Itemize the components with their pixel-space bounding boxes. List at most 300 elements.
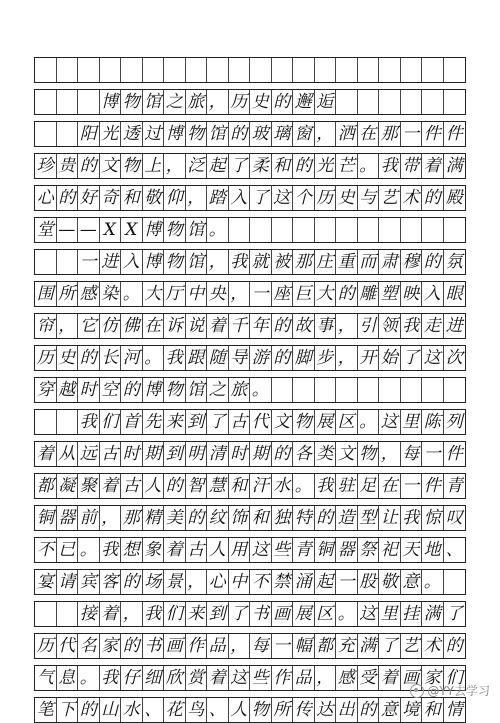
grid-cell: 我 bbox=[379, 154, 401, 178]
grid-cell: 人 bbox=[143, 474, 165, 498]
grid-cell: 特 bbox=[293, 506, 315, 530]
grid-cell: 物 bbox=[164, 218, 186, 242]
grid-cell: 空 bbox=[100, 378, 122, 402]
grid-cell: 起 bbox=[207, 154, 229, 178]
grid-cell: 纹 bbox=[207, 506, 229, 530]
grid-cell: 我 bbox=[164, 346, 186, 370]
grid-cell: 馆 bbox=[186, 250, 208, 274]
grid-cell: 。 bbox=[336, 602, 358, 626]
grid-cell: 慧 bbox=[207, 474, 229, 498]
grid-cell bbox=[78, 58, 100, 82]
grid-cell: 各 bbox=[293, 442, 315, 466]
grid-cell: 、 bbox=[143, 698, 165, 722]
grid-cell: 细 bbox=[143, 666, 165, 690]
grid-cell: 铜 bbox=[315, 538, 337, 562]
grid-cell: 的 bbox=[422, 186, 444, 210]
grid-cell: 先 bbox=[143, 410, 165, 434]
grid-cell: 汗 bbox=[250, 474, 272, 498]
grid-cell: 博 bbox=[143, 218, 165, 242]
grid-cell: 件 bbox=[445, 123, 463, 144]
grid-row bbox=[34, 121, 466, 147]
grid-cell: 仔 bbox=[121, 666, 143, 690]
grid-cell: ， bbox=[229, 282, 251, 306]
grid-cell: 璃 bbox=[272, 122, 294, 146]
grid-cell: 一 bbox=[401, 122, 423, 146]
grid-cell: ， bbox=[57, 314, 79, 338]
grid-cell: 物 bbox=[164, 378, 186, 402]
grid-cell: 满 bbox=[445, 155, 463, 176]
grid-cell: 清 bbox=[207, 442, 229, 466]
grid-cell: ， bbox=[336, 314, 358, 338]
grid-cell: 画 bbox=[272, 602, 294, 626]
grid-row bbox=[34, 249, 466, 275]
grid-cell: 氛 bbox=[445, 251, 463, 272]
grid-cell bbox=[272, 218, 294, 242]
grid-cell: 都 bbox=[315, 634, 337, 658]
grid-cell: 的 bbox=[78, 346, 100, 370]
grid-cell: 期 bbox=[143, 442, 165, 466]
grid-cell bbox=[336, 58, 358, 82]
grid-cell bbox=[293, 58, 315, 82]
grid-cell: 精 bbox=[143, 506, 165, 530]
grid-cell bbox=[379, 90, 401, 114]
grid-cell: 座 bbox=[272, 282, 294, 306]
grid-cell: 、 bbox=[207, 698, 229, 722]
grid-cell: 了 bbox=[379, 634, 401, 658]
grid-cell: 地 bbox=[422, 538, 444, 562]
grid-cell: 这 bbox=[422, 346, 444, 370]
grid-cell: 来 bbox=[164, 410, 186, 434]
grid-cell: 们 bbox=[100, 410, 122, 434]
grid-cell: ， bbox=[315, 666, 337, 690]
grid-cell: 带 bbox=[401, 154, 423, 178]
grid-cell: 与 bbox=[358, 186, 380, 210]
grid-cell: 和 bbox=[229, 474, 251, 498]
grid-cell: 的 bbox=[121, 570, 143, 594]
grid-cell: 远 bbox=[78, 442, 100, 466]
watermark-text: @YY去学习 bbox=[427, 684, 490, 698]
grid-cell: 智 bbox=[186, 474, 208, 498]
grid-cell: 跟 bbox=[186, 346, 208, 370]
grid-cell: 、 bbox=[445, 539, 463, 560]
grid-cell: 件 bbox=[445, 443, 463, 464]
grid-cell: 息 bbox=[57, 666, 79, 690]
grid-cell: 都 bbox=[35, 474, 57, 498]
grid-cell: 每 bbox=[250, 634, 272, 658]
grid-cell: 艺 bbox=[401, 634, 423, 658]
grid-cell: 到 bbox=[164, 442, 186, 466]
grid-cell: 聚 bbox=[78, 474, 100, 498]
grid-cell: 家 bbox=[100, 634, 122, 658]
watermark-logo-icon bbox=[410, 684, 424, 698]
grid-cell: 。 bbox=[78, 538, 100, 562]
grid-cell bbox=[78, 90, 100, 114]
grid-cell: ， bbox=[186, 570, 208, 594]
grid-cell bbox=[444, 378, 466, 402]
grid-cell bbox=[57, 122, 79, 146]
grid-cell: 情 bbox=[445, 699, 463, 720]
grid-row bbox=[34, 217, 466, 243]
grid-cell: 足 bbox=[358, 474, 380, 498]
grid-cell: 着 bbox=[100, 474, 122, 498]
grid-row bbox=[34, 537, 466, 563]
grid-cell: 心 bbox=[207, 570, 229, 594]
grid-cell: 器 bbox=[336, 538, 358, 562]
grid-cell: 凝 bbox=[57, 474, 79, 498]
grid-row bbox=[34, 473, 466, 499]
grid-cell: 们 bbox=[445, 667, 463, 688]
grid-cell: 帘 bbox=[35, 314, 57, 338]
grid-cell: 。 bbox=[250, 378, 272, 402]
grid-row bbox=[34, 697, 466, 723]
grid-cell: 中 bbox=[229, 570, 251, 594]
grid-cell: 花 bbox=[164, 698, 186, 722]
grid-cell: 物 bbox=[121, 90, 143, 114]
grid-cell: 博 bbox=[164, 122, 186, 146]
grid-cell: 文 bbox=[336, 442, 358, 466]
grid-cell: 人 bbox=[229, 698, 251, 722]
grid-cell: 鸟 bbox=[186, 698, 208, 722]
grid-cell bbox=[250, 218, 272, 242]
grid-cell: 型 bbox=[358, 506, 380, 530]
grid-cell bbox=[35, 602, 57, 626]
grid-cell: 到 bbox=[186, 410, 208, 434]
grid-cell bbox=[422, 58, 444, 82]
grid-cell: 领 bbox=[379, 314, 401, 338]
grid-cell: 象 bbox=[143, 538, 165, 562]
grid-cell: 接 bbox=[78, 602, 100, 626]
grid-row bbox=[34, 345, 466, 371]
essay-grid-sheet bbox=[34, 57, 466, 720]
grid-cell: 意 bbox=[401, 570, 423, 594]
grid-row bbox=[34, 57, 466, 83]
grid-row bbox=[34, 89, 466, 115]
grid-cell: 不 bbox=[35, 538, 57, 562]
grid-cell: 我 bbox=[401, 314, 423, 338]
grid-row bbox=[34, 281, 466, 307]
grid-cell: ， bbox=[164, 154, 186, 178]
grid-cell: 进 bbox=[100, 250, 122, 274]
grid-cell: 说 bbox=[186, 314, 208, 338]
grid-cell: 山 bbox=[100, 698, 122, 722]
grid-row bbox=[34, 441, 466, 467]
grid-cell bbox=[444, 58, 466, 82]
grid-cell: 珍 bbox=[35, 154, 57, 178]
grid-cell: 上 bbox=[143, 154, 165, 178]
grid-cell bbox=[229, 58, 251, 82]
grid-cell: 馆 bbox=[207, 122, 229, 146]
grid-cell: 不 bbox=[250, 570, 272, 594]
grid-cell: 物 bbox=[121, 154, 143, 178]
grid-cell: 已 bbox=[57, 538, 79, 562]
grid-cell: 祀 bbox=[379, 538, 401, 562]
grid-cell: 在 bbox=[143, 314, 165, 338]
grid-cell bbox=[401, 90, 423, 114]
grid-cell: 着 bbox=[379, 666, 401, 690]
grid-cell: 史 bbox=[57, 346, 79, 370]
grid-cell: 在 bbox=[379, 474, 401, 498]
grid-cell: 重 bbox=[336, 250, 358, 274]
grid-cell: 欣 bbox=[164, 666, 186, 690]
grid-cell: 们 bbox=[164, 602, 186, 626]
grid-cell: 独 bbox=[272, 506, 294, 530]
grid-cell: 塑 bbox=[379, 282, 401, 306]
grid-cell: 涌 bbox=[293, 570, 315, 594]
grid-cell: 赏 bbox=[186, 666, 208, 690]
grid-cell: 的 bbox=[272, 442, 294, 466]
grid-cell: 文 bbox=[272, 410, 294, 434]
grid-cell: 过 bbox=[143, 122, 165, 146]
grid-cell: 些 bbox=[272, 538, 294, 562]
grid-cell bbox=[164, 58, 186, 82]
grid-cell: 被 bbox=[272, 250, 294, 274]
grid-cell: 和 bbox=[250, 506, 272, 530]
grid-cell bbox=[207, 58, 229, 82]
grid-cell: 博 bbox=[143, 250, 165, 274]
grid-cell: 时 bbox=[121, 442, 143, 466]
grid-cell: 着 bbox=[164, 538, 186, 562]
grid-cell bbox=[315, 378, 337, 402]
grid-cell bbox=[358, 90, 380, 114]
grid-cell: — bbox=[78, 218, 100, 242]
grid-cell: 造 bbox=[336, 506, 358, 530]
grid-cell: 所 bbox=[272, 698, 294, 722]
grid-cell: 我 bbox=[100, 666, 122, 690]
grid-cell: 了 bbox=[229, 602, 251, 626]
grid-cell: 芒 bbox=[336, 154, 358, 178]
grid-cell: 随 bbox=[207, 346, 229, 370]
grid-cell bbox=[272, 378, 294, 402]
grid-cell: 映 bbox=[401, 282, 423, 306]
grid-cell: 那 bbox=[121, 506, 143, 530]
grid-cell: X bbox=[121, 218, 143, 242]
grid-cell: 入 bbox=[121, 250, 143, 274]
grid-cell: 。 bbox=[358, 154, 380, 178]
grid-cell: 前 bbox=[78, 506, 100, 530]
grid-cell: 旅 bbox=[229, 378, 251, 402]
grid-cell: 开 bbox=[358, 346, 380, 370]
grid-cell: 类 bbox=[315, 442, 337, 466]
grid-cell: 千 bbox=[229, 314, 251, 338]
grid-cell: 雕 bbox=[358, 282, 380, 306]
grid-cell: ， bbox=[186, 186, 208, 210]
grid-row bbox=[34, 409, 466, 435]
grid-cell: 笔 bbox=[35, 698, 57, 722]
grid-cell: 的 bbox=[293, 154, 315, 178]
grid-cell: 客 bbox=[100, 570, 122, 594]
grid-row bbox=[34, 569, 466, 595]
grid-cell: 充 bbox=[336, 634, 358, 658]
grid-cell: 满 bbox=[422, 602, 444, 626]
grid-cell: 时 bbox=[78, 378, 100, 402]
grid-cell bbox=[272, 58, 294, 82]
grid-cell: 河 bbox=[121, 346, 143, 370]
grid-cell bbox=[315, 58, 337, 82]
grid-cell bbox=[293, 378, 315, 402]
grid-cell: 这 bbox=[250, 538, 272, 562]
grid-cell: 历 bbox=[35, 634, 57, 658]
grid-cell bbox=[57, 250, 79, 274]
grid-cell: 厅 bbox=[164, 282, 186, 306]
grid-cell: 想 bbox=[121, 538, 143, 562]
grid-cell: 。 bbox=[143, 346, 165, 370]
grid-cell bbox=[57, 58, 79, 82]
grid-cell: 从 bbox=[57, 442, 79, 466]
grid-cell: 让 bbox=[379, 506, 401, 530]
grid-cell: 而 bbox=[358, 250, 380, 274]
grid-cell: 代 bbox=[57, 634, 79, 658]
grid-cell: 满 bbox=[358, 634, 380, 658]
grid-cell: 洒 bbox=[336, 122, 358, 146]
grid-cell: 历 bbox=[315, 186, 337, 210]
grid-cell: 一 bbox=[78, 250, 100, 274]
grid-row bbox=[34, 377, 466, 403]
grid-cell: ， bbox=[207, 90, 229, 114]
grid-cell: 青 bbox=[445, 475, 463, 496]
grid-cell: 来 bbox=[186, 602, 208, 626]
grid-cell bbox=[35, 250, 57, 274]
grid-cell: 我 bbox=[78, 410, 100, 434]
grid-cell bbox=[422, 378, 444, 402]
grid-cell: 这 bbox=[358, 602, 380, 626]
grid-cell: 作 bbox=[272, 666, 294, 690]
grid-cell: 股 bbox=[358, 570, 380, 594]
grid-cell: 越 bbox=[57, 378, 79, 402]
grid-cell: 央 bbox=[207, 282, 229, 306]
grid-cell: 。 bbox=[358, 410, 380, 434]
grid-cell: 挂 bbox=[401, 602, 423, 626]
grid-cell: 窗 bbox=[293, 122, 315, 146]
grid-cell: 的 bbox=[445, 635, 463, 656]
grid-cell: 那 bbox=[379, 122, 401, 146]
grid-cell: 叹 bbox=[445, 507, 463, 528]
grid-cell: 画 bbox=[401, 666, 423, 690]
grid-cell bbox=[336, 90, 358, 114]
grid-cell: 一 bbox=[250, 282, 272, 306]
grid-cell: 阳 bbox=[78, 122, 100, 146]
grid-cell: 用 bbox=[229, 538, 251, 562]
grid-cell bbox=[35, 90, 57, 114]
grid-row bbox=[34, 313, 466, 339]
grid-cell: 列 bbox=[445, 411, 463, 432]
grid-cell: 书 bbox=[143, 634, 165, 658]
grid-cell: 进 bbox=[445, 315, 463, 336]
grid-cell: 个 bbox=[293, 186, 315, 210]
grid-cell: 贵 bbox=[57, 154, 79, 178]
grid-cell: 馆 bbox=[186, 378, 208, 402]
grid-cell bbox=[358, 378, 380, 402]
grid-cell: 柔 bbox=[250, 154, 272, 178]
grid-cell: 了 bbox=[445, 603, 463, 624]
grid-cell: 围 bbox=[35, 282, 57, 306]
grid-cell: 物 bbox=[164, 250, 186, 274]
grid-cell: 水 bbox=[121, 698, 143, 722]
grid-cell: 这 bbox=[272, 186, 294, 210]
grid-cell: 庄 bbox=[315, 250, 337, 274]
grid-cell bbox=[358, 218, 380, 242]
grid-cell bbox=[422, 90, 444, 114]
grid-cell: 驻 bbox=[336, 474, 358, 498]
grid-cell: 了 bbox=[207, 410, 229, 434]
grid-cell: 它 bbox=[78, 314, 100, 338]
grid-cell: ， bbox=[121, 602, 143, 626]
grid-cell: 年 bbox=[250, 314, 272, 338]
grid-cell: 眼 bbox=[445, 283, 463, 304]
grid-cell: 敬 bbox=[379, 570, 401, 594]
grid-cell bbox=[121, 58, 143, 82]
grid-cell: 宴 bbox=[35, 570, 57, 594]
grid-cell bbox=[315, 218, 337, 242]
grid-cell: 仰 bbox=[164, 186, 186, 210]
grid-cell: 入 bbox=[422, 282, 444, 306]
grid-cell: 。 bbox=[207, 218, 229, 242]
grid-cell: 受 bbox=[358, 666, 380, 690]
grid-cell bbox=[444, 90, 466, 114]
grid-cell: 着 bbox=[100, 602, 122, 626]
grid-cell: 和 bbox=[422, 698, 444, 722]
grid-cell: 光 bbox=[315, 154, 337, 178]
grid-cell: 次 bbox=[445, 347, 463, 368]
grid-cell: 。 bbox=[422, 570, 444, 594]
grid-cell: 了 bbox=[229, 154, 251, 178]
grid-cell: 感 bbox=[78, 282, 100, 306]
grid-cell: 意 bbox=[379, 698, 401, 722]
grid-cell: 这 bbox=[229, 666, 251, 690]
grid-cell: 的 bbox=[272, 90, 294, 114]
grid-cell: 事 bbox=[315, 314, 337, 338]
grid-row bbox=[34, 601, 466, 627]
grid-cell: 物 bbox=[358, 442, 380, 466]
grid-cell bbox=[422, 218, 444, 242]
grid-cell: 历 bbox=[35, 346, 57, 370]
grid-cell: 一 bbox=[401, 474, 423, 498]
grid-cell: 饰 bbox=[229, 506, 251, 530]
grid-cell: 的 bbox=[315, 506, 337, 530]
grid-cell: 天 bbox=[401, 538, 423, 562]
grid-cell bbox=[35, 122, 57, 146]
grid-row bbox=[34, 185, 466, 211]
grid-cell: ， bbox=[207, 250, 229, 274]
grid-row bbox=[34, 633, 466, 659]
grid-cell: 馆 bbox=[143, 90, 165, 114]
grid-cell: 就 bbox=[250, 250, 272, 274]
grid-cell: 史 bbox=[336, 186, 358, 210]
grid-cell: 我 bbox=[229, 250, 251, 274]
grid-cell: 青 bbox=[293, 538, 315, 562]
grid-cell: 博 bbox=[100, 90, 122, 114]
grid-cell bbox=[57, 602, 79, 626]
grid-cell: 一 bbox=[272, 634, 294, 658]
grid-cell: 着 bbox=[207, 314, 229, 338]
grid-cell: 逅 bbox=[315, 90, 337, 114]
grid-cell: 里 bbox=[401, 410, 423, 434]
grid-cell: 着 bbox=[422, 154, 444, 178]
grid-cell: 故 bbox=[293, 314, 315, 338]
grid-cell: 起 bbox=[315, 570, 337, 594]
grid-cell: 区 bbox=[315, 602, 337, 626]
grid-cell bbox=[57, 410, 79, 434]
grid-cell: 的 bbox=[358, 698, 380, 722]
grid-cell: 敬 bbox=[143, 186, 165, 210]
grid-cell bbox=[358, 58, 380, 82]
grid-cell: ， bbox=[315, 122, 337, 146]
grid-cell: 下 bbox=[57, 698, 79, 722]
grid-cell: 的 bbox=[229, 122, 251, 146]
grid-cell: 透 bbox=[121, 122, 143, 146]
grid-cell: 明 bbox=[186, 442, 208, 466]
grid-cell: 踏 bbox=[207, 186, 229, 210]
watermark bbox=[410, 682, 490, 699]
